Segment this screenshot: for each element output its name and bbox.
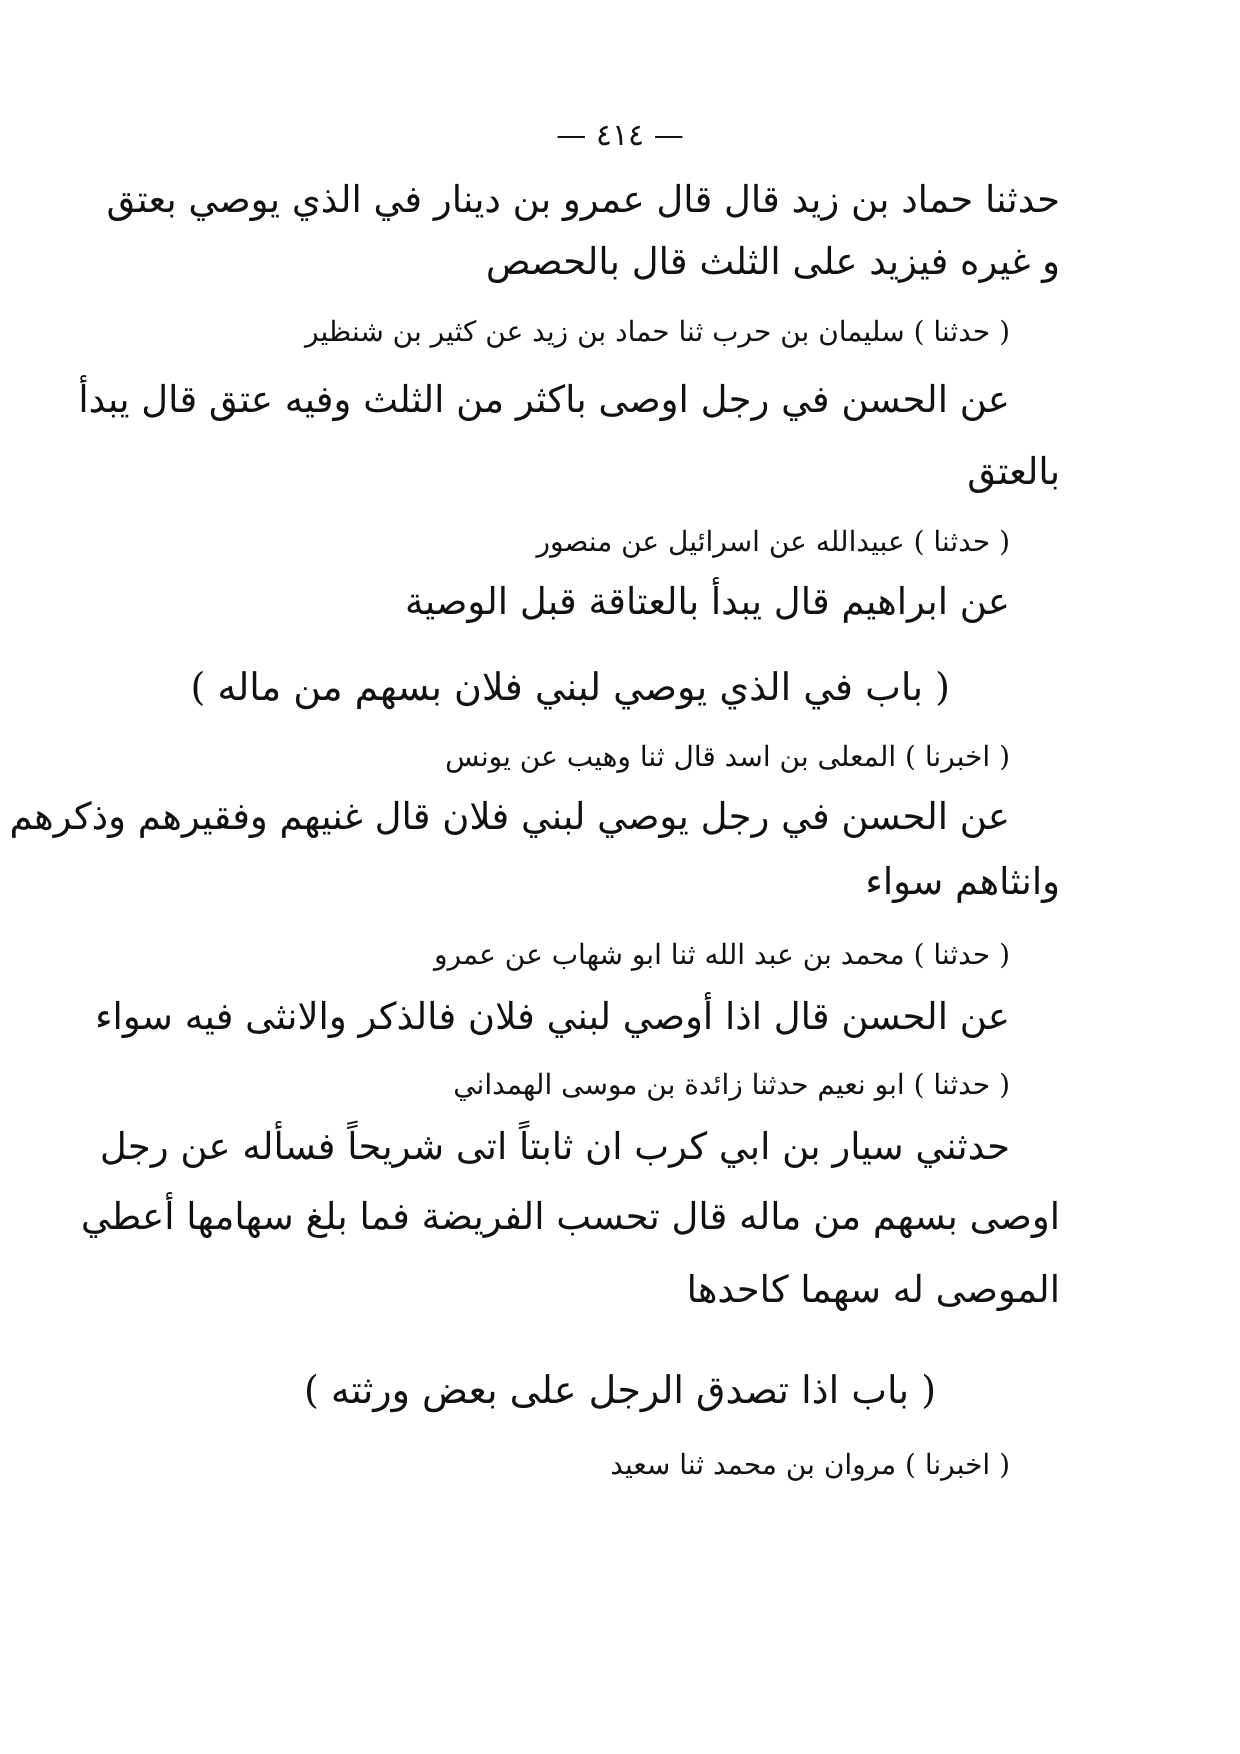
text-line: حدثنا حماد بن زيد قال قال عمرو بن دينار في الذي يوصي بعتق (106, 178, 1060, 221)
isnad-line: ( حدثنا ) سليمان بن حرب ثنا حماد بن زيد عن كثير بن شنظير (305, 315, 1010, 348)
isnad-line: ( اخبرنا ) مروان بن محمد ثنا سعيد (610, 1448, 1010, 1481)
isnad-line: ( حدثنا ) محمد بن عبد الله ثنا ابو شهاب عن عمرو (434, 938, 1010, 971)
text-line: بالعتق (967, 450, 1060, 493)
isnad-line: ( اخبرنا ) المعلى بن اسد قال ثنا وهيب عن يونس (445, 740, 1010, 773)
text-line: عن الحسن في رجل يوصي لبني فلان قال غنيهم وفقيرهم وذكرهم (9, 795, 1010, 838)
text-line: الموصى له سهما كاحدها (686, 1268, 1060, 1311)
chapter-heading: ( باب اذا تصدق الرجل على بعض ورثته ) (303, 1368, 937, 1412)
chapter-heading: ( باب في الذي يوصي لبني فلان بسهم من ماله ) (190, 665, 950, 709)
text-line: وانثاهم سواء (865, 860, 1060, 903)
text-line: عن ابراهيم قال يبدأ بالعتاقة قبل الوصية (404, 580, 1010, 623)
text-line: و غيره فيزيد على الثلث قال بالحصص (485, 240, 1060, 283)
page-number: — ٤١٤ — (556, 118, 684, 153)
text-line: اوصى بسهم من ماله قال تحسب الفريضة فما بلغ سهامها أعطي (80, 1195, 1060, 1238)
isnad-line: ( حدثنا ) ابو نعيم حدثنا زائدة بن موسى الهمداني (453, 1068, 1010, 1101)
text-line: عن الحسن في رجل اوصى باكثر من الثلث وفيه عتق قال يبدأ (78, 378, 1010, 421)
isnad-line: ( حدثنا ) عبيدالله عن اسرائيل عن منصور (536, 525, 1010, 558)
text-line: عن الحسن قال اذا أوصي لبني فلان فالذكر والانثى فيه سواء (95, 995, 1010, 1038)
text-line: حدثني سيار بن ابي كرب ان ثابتاً اتى شريحاً فسأله عن رجل (99, 1125, 1010, 1168)
